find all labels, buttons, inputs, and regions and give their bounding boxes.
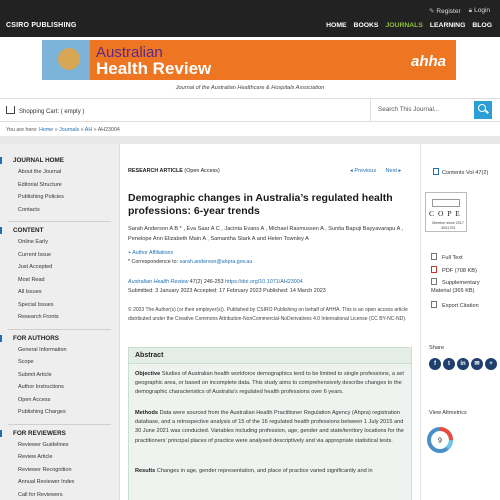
publisher-logo[interactable]: CSIRO PUBLISHING [6,22,77,29]
sidebar-item-author-instructions[interactable]: Author Instructions [18,384,64,390]
banner-subtitle: Journal of the Australian Healthcare & Hospitals Association [175,85,325,91]
sidebar-item-reviewer-recognition[interactable]: Reviewer Recognition [18,466,72,473]
objective-text: Studies of Australian health workforce demographics tend to be limited to single professions, a set geographic area, or based on incomplete data. This study aims to comprehensively describe changes to the demographic characteristics of Australia’s regulated health professions over 6 years. [135,371,404,396]
abstract-objective [135,370,407,398]
prev-next-nav [350,168,401,174]
nav-learning[interactable]: LEARNING [429,22,466,29]
sidebar-content[interactable]: CONTENT [0,227,119,234]
twitter-icon[interactable]: t [443,358,455,370]
sidebar-divider [8,424,111,425]
sidebar [0,144,120,500]
sidebar-item-scope[interactable]: Scope [18,359,34,365]
article-title: Demographic changes in Australia’s regulated health professions: 6-year trends [128,192,393,217]
sidebar-item-online-early[interactable]: Online Early [18,239,48,245]
sidebar-item-just-accepted[interactable]: Just Accepted [18,264,53,270]
banner-title-line2: Health Review [96,59,212,78]
methods-text: Data were sourced from the Australian Health Practitioner Regulation Agency (Ahpra) registration database, and a retrospective analysis of 15 of the 16 regulated health professions between 1 July 2015 and 30 June 2021 was conducted. Variables including profession, age, gender and state/territory locations for the practitioners’ principal places of practice were analysed descriptively and via appropriate statistical tests. [135,410,404,444]
correspondence [128,259,252,265]
separator-band [0,136,500,144]
breadcrumb-current: AH23004 [97,127,120,133]
cart-icon [6,106,15,114]
export-label: Export Citation [442,303,479,309]
chevron-right-icon: ▸ [396,168,402,174]
cope-badge[interactable] [425,192,467,232]
breadcrumb-ah[interactable]: AH [84,127,93,133]
sidebar-journal-home[interactable]: JOURNAL HOME [0,157,119,164]
citation-journal: Australian Health Review [128,279,189,285]
nav-journals[interactable]: JOURNALS [385,22,423,29]
login-label: Login [474,7,490,14]
sidebar-for-authors[interactable]: FOR AUTHORS [0,335,119,342]
objective-label: Objective [135,371,161,377]
divider [370,99,371,121]
email-icon[interactable]: ✉ [471,358,483,370]
right-panel [420,144,500,500]
more-share-icon[interactable]: + [485,358,497,370]
nav-blog[interactable]: BLOG [472,22,492,29]
sidebar-item-publishing-charges[interactable]: Publishing Charges [18,409,66,415]
document-icon [431,253,437,260]
altmetrics-label: View Altmetrics [429,410,467,416]
abstract-methods [135,409,407,446]
pdf-link[interactable] [431,266,477,275]
pdf-icon [431,266,437,273]
sidebar-item-editorial[interactable]: Editorial Structure [18,181,62,188]
citation-volume: 47(2) 246-253 [189,279,224,285]
chevron-left-icon: ◂ [350,168,355,174]
sidebar-item-annual-index[interactable]: Annual Reviewer Index [18,479,75,485]
altmetric-donut[interactable] [427,427,453,453]
contents-label: Contents Vol 47(2) [442,170,489,176]
journal-banner[interactable] [42,40,456,80]
sidebar-item-contacts[interactable]: Contacts [18,206,40,213]
sidebar-item-reviewer-guidelines[interactable]: Reviewer Guidelines [18,441,69,448]
attachment-icon [431,278,437,285]
next-label: Next [385,168,397,174]
sidebar-item-policies[interactable]: Publishing Policies [18,194,64,200]
sidebar-item-general-info[interactable]: General Information [18,346,67,353]
register-link[interactable] [429,7,461,15]
share-label: Share [429,345,444,351]
banner-title-line1: Australian [96,44,163,61]
supplementary-label: Supplementary Material (365 KB) [431,280,480,294]
abstract-heading: Abstract [135,352,164,359]
altmetric-score: 9 [438,437,442,445]
ahha-logo: ahha [410,53,446,70]
citation-block [128,278,418,296]
document-icon [433,168,439,175]
cope-membership: Member since 2017 JM11703 [432,221,464,230]
sidebar-item-review-article[interactable]: Review Article [18,454,53,460]
cart-label: Shopping Cart: ( empty ) [19,109,85,115]
sidebar-divider [8,221,111,222]
contents-link[interactable] [433,168,488,176]
supplementary-link[interactable] [431,278,499,295]
breadcrumb-journals[interactable]: Journals [59,127,80,133]
results-label: Results [135,468,156,474]
auth-links [429,7,490,15]
nav-books[interactable]: BOOKS [353,22,379,29]
results-text: Changes in age, gender representation, and place of practice varied significantly and in [156,468,373,474]
main-nav [326,22,492,29]
abstract-box [128,347,412,500]
search-button[interactable] [474,101,492,119]
export-icon [431,301,437,308]
search-row [0,98,500,122]
article-type-label: RESEARCH ARTICLE [128,168,183,174]
article-type [128,168,220,174]
shopping-cart-link[interactable] [6,106,84,115]
abstract-header [129,348,411,364]
sidebar-for-reviewers[interactable]: FOR REVIEWERS [0,430,119,437]
breadcrumb: You are here: Home » Journals » AH » AH23004 [6,127,120,133]
top-bar [0,0,500,37]
sidebar-item-submit-article[interactable]: Submit Article [18,371,52,378]
sidebar-item-about[interactable]: About the Journal [18,169,62,175]
register-label: Register [436,8,461,15]
previous-label: Previous [354,168,377,174]
sidebar-divider [8,329,111,330]
search-input[interactable]: Search This Journal... [378,106,440,113]
pdf-label: PDF (708 KB) [442,268,477,274]
next-link[interactable] [385,168,401,174]
banner-image [42,40,90,80]
cope-wordmark: C O P E [429,209,461,218]
author-affiliations-toggle[interactable]: + Author Affiliations [128,250,174,256]
lock-icon: 🔒︎ [468,7,473,14]
correspondence-label: * Correspondence to: [128,259,179,265]
previous-link[interactable] [350,168,376,174]
sidebar-item-special-issues[interactable]: Special Issues [18,301,54,308]
open-access-label: (Open Access) [184,168,220,174]
article-dates: Submitted: 3 January 2023 Accepted: 17 February 2023 Published: 14 March 2023 [128,288,326,294]
sidebar-item-most-read[interactable]: Most Read [18,276,45,283]
sidebar-item-all-issues[interactable]: All Issues [18,289,42,295]
abstract-results [135,467,407,476]
nav-home[interactable]: HOME [326,22,347,29]
full-text-link[interactable] [431,253,463,262]
breadcrumb-prefix: You are here: [6,127,38,133]
linkedin-icon[interactable]: in [457,358,469,370]
article-main [120,144,420,500]
correspondence-email[interactable]: sarah.anderson@ahpra.gov.au [179,259,253,265]
methods-label: Methods [135,410,158,416]
license-text: © 2023 The Author(s) (or their employer(s)). Published by CSIRO Publishing on behalf of AHHA. This is an open access article distributed under the Creative Commons Attribution-NonCommercial-NoDerivatives 4.0 International License (CC BY-NC-ND). [128,307,408,322]
user-plus-icon: ✎ [428,8,435,15]
sidebar-item-open-access[interactable]: Open Access [18,396,51,403]
cope-logo-mark [432,199,460,207]
breadcrumb-home[interactable]: Home [39,127,54,133]
share-buttons [429,358,497,370]
facebook-icon[interactable]: f [429,358,441,370]
altmetric-ring-light [447,440,451,448]
export-citation-link[interactable] [431,301,479,310]
sidebar-item-current-issue[interactable]: Current Issue [18,251,52,258]
sidebar-item-research-fronts[interactable]: Research Fronts [18,314,59,320]
login-link[interactable] [469,7,490,15]
sidebar-item-call-reviewers[interactable]: Call for Reviewers [18,491,63,498]
author-list[interactable]: Sarah Anderson A B * , Eva Saar A C , Jacinta Evans A , Michael Rasmussen A , Sunita Bapuji Bayyavarapu A , Penelope Ann Elizabeth Main A , Samantha Stark A and Helen Townley A [128,226,404,242]
doi-link[interactable]: https://doi.org/10.1071/AH23004 [225,279,303,285]
full-text-label: Full Text [442,255,463,261]
